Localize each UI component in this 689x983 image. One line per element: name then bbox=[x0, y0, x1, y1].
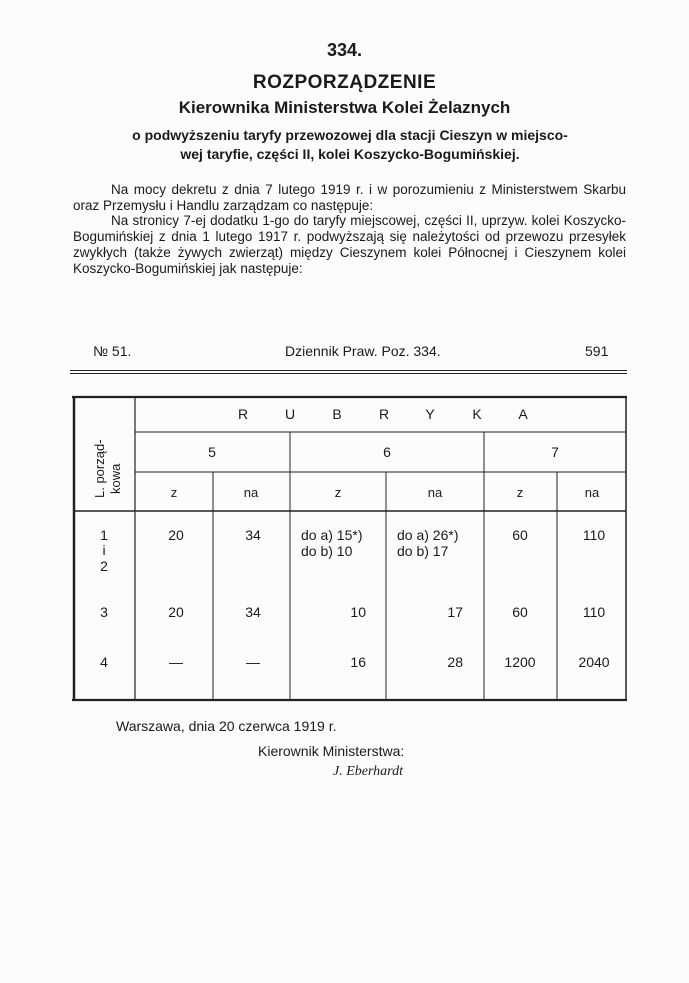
table-row bbox=[100, 654, 610, 670]
subheader-6-z: z bbox=[334, 485, 342, 500]
table-cell: do b) 17 bbox=[397, 543, 449, 559]
table-cell: 110 bbox=[582, 527, 606, 543]
table-cell: — bbox=[246, 654, 260, 670]
place-and-date: Warszawa, dnia 20 czerwca 1919 r. bbox=[116, 718, 337, 734]
group-title-letter: A bbox=[518, 406, 528, 422]
table-cell: 1200 bbox=[504, 654, 536, 670]
table-cell: do a) 15*) bbox=[301, 527, 363, 543]
page-number: 591 bbox=[585, 343, 609, 359]
about-line-2: wej taryfie, części II, kolei Koszycko-Bogumińskiej. bbox=[180, 146, 520, 162]
table-cell: 16 bbox=[350, 654, 366, 670]
row-number: 3 bbox=[100, 604, 108, 620]
table-cell: 34 bbox=[245, 527, 261, 543]
group-title bbox=[238, 406, 528, 422]
subheader-7-z: z bbox=[516, 485, 524, 500]
rowhead-line-1: L. porząd- bbox=[92, 439, 107, 498]
table-row bbox=[100, 527, 605, 574]
group-title-letter: R bbox=[378, 406, 390, 422]
journal-reference: Dziennik Praw. Poz. 334. bbox=[285, 343, 441, 359]
regulation-number: 334. bbox=[326, 40, 363, 60]
row-number: 4 bbox=[100, 654, 108, 670]
group-title-letter: K bbox=[472, 406, 482, 422]
subheader-5-z: z bbox=[170, 485, 178, 500]
table-cell: 60 bbox=[512, 527, 528, 543]
subheader-7-na: na bbox=[584, 485, 600, 500]
table-cell: 28 bbox=[447, 654, 463, 670]
group-title-letter: U bbox=[284, 406, 296, 422]
group-title-letter: B bbox=[332, 406, 342, 422]
group-title-letter: Y bbox=[425, 406, 435, 422]
subheader-5-na: na bbox=[243, 485, 259, 500]
rubryka-5: 5 bbox=[208, 444, 216, 460]
document-title: ROZPORZĄDZENIE bbox=[252, 72, 437, 93]
row-number: 1 bbox=[100, 527, 108, 543]
table-cell: 110 bbox=[582, 604, 606, 620]
table-cell: 20 bbox=[168, 604, 184, 620]
table-cell: 17 bbox=[447, 604, 463, 620]
group-title-letter: R bbox=[237, 406, 249, 422]
document-subtitle: Kierownika Ministerstwa Kolei Żelaznych bbox=[178, 98, 511, 117]
table-cell: do a) 26*) bbox=[397, 527, 459, 543]
row-number: 2 bbox=[100, 558, 108, 574]
rowhead-line-2: kowa bbox=[108, 463, 123, 494]
table-row bbox=[100, 604, 605, 620]
row-number: i bbox=[102, 542, 106, 558]
table-cell: 60 bbox=[512, 604, 528, 620]
signatory-title: Kierownik Ministerstwa: bbox=[258, 743, 405, 759]
paragraph-2: Na stronicy 7-ej dodatku 1-go do taryfy miejscowej, części II, uprzyw. kolei Koszycko-Bogumińskiej z dnia 1 lutego 1917 r. podwyższają się należytości od przewozu przesyłek zwykłych (także żywych zwierząt) między Cieszynem kolei Północnej i Cieszynem kolei Koszycko-Bogumińskiej jak następuje: bbox=[73, 213, 626, 276]
table-cell: 2040 bbox=[578, 654, 610, 670]
rubryka-7: 7 bbox=[551, 444, 559, 460]
table-cell: 34 bbox=[245, 604, 261, 620]
rubryka-6: 6 bbox=[383, 444, 391, 460]
issue-number: № 51. bbox=[93, 343, 132, 359]
table-cell: 20 bbox=[168, 527, 184, 543]
about-line-1: o podwyższeniu taryfy przewozowej dla stacji Cieszyn w miejsco- bbox=[132, 127, 568, 143]
subheader-6-na: na bbox=[427, 485, 443, 500]
paragraph-1: Na mocy dekretu z dnia 7 lutego 1919 r. i w porozumieniu z Ministerstwem Skarbu oraz Przemysłu i Handlu zarządzam co następuje: bbox=[73, 182, 626, 213]
table-cell: 10 bbox=[350, 604, 366, 620]
table-cell: do b) 10 bbox=[301, 543, 353, 559]
signatory-name: J. Eberhardt bbox=[333, 764, 403, 779]
table-cell: — bbox=[169, 654, 183, 670]
